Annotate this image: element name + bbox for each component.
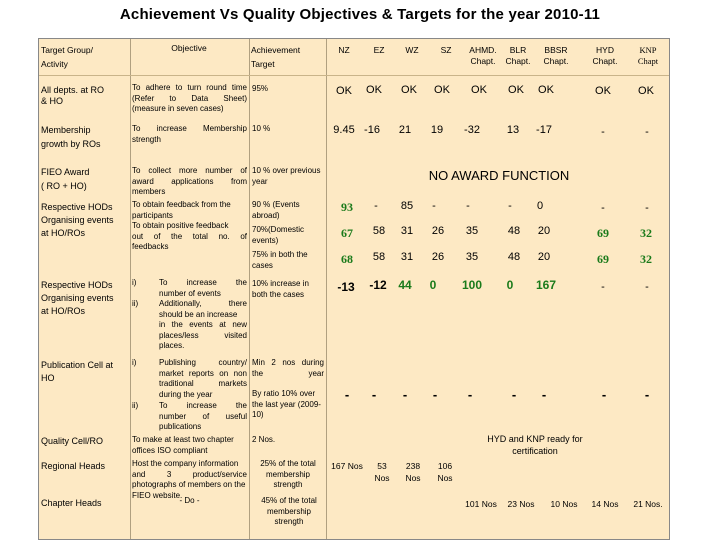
header-wz: WZ xyxy=(405,45,419,55)
row6-objective-i-marker: i) xyxy=(132,358,137,367)
row8-target: 25% of the total membership strength xyxy=(260,459,316,489)
row4c-ahmd: 35 xyxy=(465,251,479,263)
row2-bbsr: -17 xyxy=(536,124,552,136)
row4b-nz: 67 xyxy=(341,226,353,240)
row6-hyd: - xyxy=(601,387,607,402)
row2-nz: 9.45 xyxy=(333,124,355,136)
row2-objective: To increase Membership strength xyxy=(132,124,247,144)
row7-group: Quality Cell/RO xyxy=(41,436,104,446)
row4a-knp: - xyxy=(645,202,649,214)
row5-ahmd: 100 xyxy=(461,278,483,292)
row4c-nz: 68 xyxy=(341,252,353,266)
row2-sz: 19 xyxy=(430,124,444,136)
no-award-function-banner: NO AWARD FUNCTION xyxy=(428,168,570,183)
row4-target-domestic: 70%(Domestic events) xyxy=(252,225,305,245)
header-target-group: Target Group/ Activity xyxy=(41,45,93,69)
row8-group: Regional Heads xyxy=(41,461,106,471)
header-achievement-target: Achievement Target xyxy=(251,45,301,69)
row4c-bbsr: 20 xyxy=(537,251,551,263)
row5-objective-i-marker: i) xyxy=(132,278,137,287)
row6-ez: - xyxy=(371,387,377,402)
row2-wz: 21 xyxy=(398,124,412,136)
header-ahmd: AHMD. Chapt. xyxy=(469,45,497,66)
row4c-wz: 31 xyxy=(400,251,414,263)
row8-nz: 167 Nos xyxy=(331,461,363,471)
row5-objective-ii-marker: ii) xyxy=(132,299,139,308)
row1-nz: OK xyxy=(336,85,352,97)
row1-blr: OK xyxy=(508,84,524,96)
row7-target: 2 Nos. xyxy=(252,435,276,444)
row2-group: Membership growth by ROs xyxy=(41,125,101,149)
row5-objective-i: To increase the number of events xyxy=(159,278,247,298)
column-divider xyxy=(249,39,250,539)
row4a-hyd: - xyxy=(601,202,605,214)
row9-target: 45% of the total membership strength xyxy=(261,496,317,526)
row1-target: 95% xyxy=(252,84,269,93)
row4b-ez: 58 xyxy=(372,225,386,237)
row6-ahmd: - xyxy=(467,387,473,402)
row3-objective: To collect more number of award applications from members xyxy=(132,166,247,196)
header-knp: KNP Chapt xyxy=(637,45,659,66)
row4-group: Respective HODs Organising events at HO/ROs xyxy=(41,202,114,238)
row4b-ahmd: 35 xyxy=(465,225,479,237)
row5-hyd: - xyxy=(601,281,605,293)
row2-target: 10 % xyxy=(252,124,271,133)
row4a-ahmd: - xyxy=(466,200,470,212)
column-divider xyxy=(130,39,131,539)
row9-blr: 23 Nos xyxy=(507,499,535,509)
achievement-table xyxy=(38,38,670,540)
row9-group: Chapter Heads xyxy=(41,498,102,508)
row6-objective-i: Publishing country/ market reports on non traditional markets during the year xyxy=(159,358,247,399)
header-nz: NZ xyxy=(338,45,350,55)
row1-ahmd: OK xyxy=(471,84,487,96)
row4-target-both: 75% in both the cases xyxy=(252,250,308,270)
row4b-bbsr: 20 xyxy=(537,225,551,237)
row3-target: 10 % over previous year xyxy=(252,166,321,186)
row4a-wz: 85 xyxy=(400,200,414,212)
hyd-knp-certification-note: HYD and KNP ready for certification xyxy=(487,434,583,456)
header-bbsr: BBSR Chapt. xyxy=(543,45,569,66)
row2-knp: - xyxy=(645,126,649,138)
row5-bbsr: 167 xyxy=(535,278,557,292)
row5-blr: 0 xyxy=(506,278,514,292)
row5-target: 10% increase in both the cases xyxy=(252,279,309,299)
row2-hyd: - xyxy=(601,126,605,138)
row4b-sz: 26 xyxy=(431,225,445,237)
row4a-sz: - xyxy=(432,200,436,212)
row4a-bbsr: 0 xyxy=(536,200,544,212)
row4b-knp: 32 xyxy=(640,226,652,240)
row4b-hyd: 69 xyxy=(597,226,609,240)
header-blr: BLR Chapt. xyxy=(505,45,531,66)
header-hyd: HYD Chapt. xyxy=(592,45,618,66)
row6-wz: - xyxy=(402,387,408,402)
row5-group: Respective HODs Organising events at HO/ROs xyxy=(41,280,114,316)
row4-objective: To obtain feedback from the participants To obtain positive feedback out of the total no. of feedbacks xyxy=(132,200,247,251)
row6-target: Min 2 nos during the year By ratio 10% over the last year (2009- 10) xyxy=(252,358,324,419)
row6-nz: - xyxy=(344,387,350,402)
row4c-hyd: 69 xyxy=(597,252,609,266)
column-divider xyxy=(326,39,327,539)
row6-group: Publication Cell at HO xyxy=(41,360,114,383)
row5-objective-ii: Additionally, there should be an increase in the events at new places/less visited places. xyxy=(159,299,247,350)
row4c-knp: 32 xyxy=(640,252,652,266)
row6-blr: - xyxy=(511,387,517,402)
row5-wz: 44 xyxy=(398,278,412,292)
row4-target-abroad: 90 % (Events abroad) xyxy=(252,200,300,220)
page-title: Achievement Vs Quality Objectives & Targets for the year 2010-11 xyxy=(119,6,601,23)
row1-ez: OK xyxy=(366,84,382,96)
row8-objective: Host the company information and 3 product/service photographs of members on the FIEO website. xyxy=(132,459,247,500)
row1-sz: OK xyxy=(434,84,450,96)
row6-objective-ii-marker: ii) xyxy=(132,401,139,410)
header-ez: EZ xyxy=(373,45,385,55)
row8-sz: 106 Nos xyxy=(437,461,453,483)
row6-bbsr: - xyxy=(541,387,547,402)
row4a-nz: 93 xyxy=(341,200,353,214)
row-divider xyxy=(39,75,669,76)
row4a-ez: - xyxy=(374,200,378,212)
row6-knp: - xyxy=(644,387,650,402)
row1-bbsr: OK xyxy=(538,84,554,96)
row4c-sz: 26 xyxy=(431,251,445,263)
row4c-blr: 48 xyxy=(507,251,521,263)
row4b-wz: 31 xyxy=(400,225,414,237)
row9-objective: - Do - xyxy=(179,496,200,505)
row2-ez: -16 xyxy=(364,124,380,136)
row1-objective: To adhere to turn round time (Refer to Data Sheet) (measure in seven cases) xyxy=(132,83,247,113)
row1-hyd: OK xyxy=(595,85,611,97)
row2-blr: 13 xyxy=(506,124,520,136)
header-sz: SZ xyxy=(440,45,452,55)
row4c-ez: 58 xyxy=(372,251,386,263)
row5-nz: -13 xyxy=(337,280,355,294)
row5-ez: -12 xyxy=(369,278,387,292)
row9-knp: 21 Nos. xyxy=(633,499,663,509)
row7-objective: To make at least two chapter offices ISO compliant xyxy=(132,435,234,455)
row1-wz: OK xyxy=(401,84,417,96)
row4b-blr: 48 xyxy=(507,225,521,237)
row8-wz: 238 Nos xyxy=(405,461,421,483)
row5-sz: 0 xyxy=(429,278,437,292)
row3-group: FIEO Award ( RO + HO) xyxy=(41,167,90,191)
row5-knp: - xyxy=(645,281,649,293)
row9-ahmd: 101 Nos xyxy=(465,499,497,509)
row6-sz: - xyxy=(432,387,438,402)
row2-ahmd: -32 xyxy=(464,124,480,136)
row4a-blr: - xyxy=(508,200,512,212)
header-objective: Objective xyxy=(171,43,207,53)
row9-bbsr: 10 Nos xyxy=(550,499,578,509)
row6-objective-ii: To increase the number of useful publications xyxy=(159,401,247,431)
row9-hyd: 14 Nos xyxy=(591,499,619,509)
row1-group: All depts. at RO & HO xyxy=(41,85,105,106)
row1-knp: OK xyxy=(638,85,654,97)
row8-ez: 53 Nos xyxy=(374,461,390,483)
